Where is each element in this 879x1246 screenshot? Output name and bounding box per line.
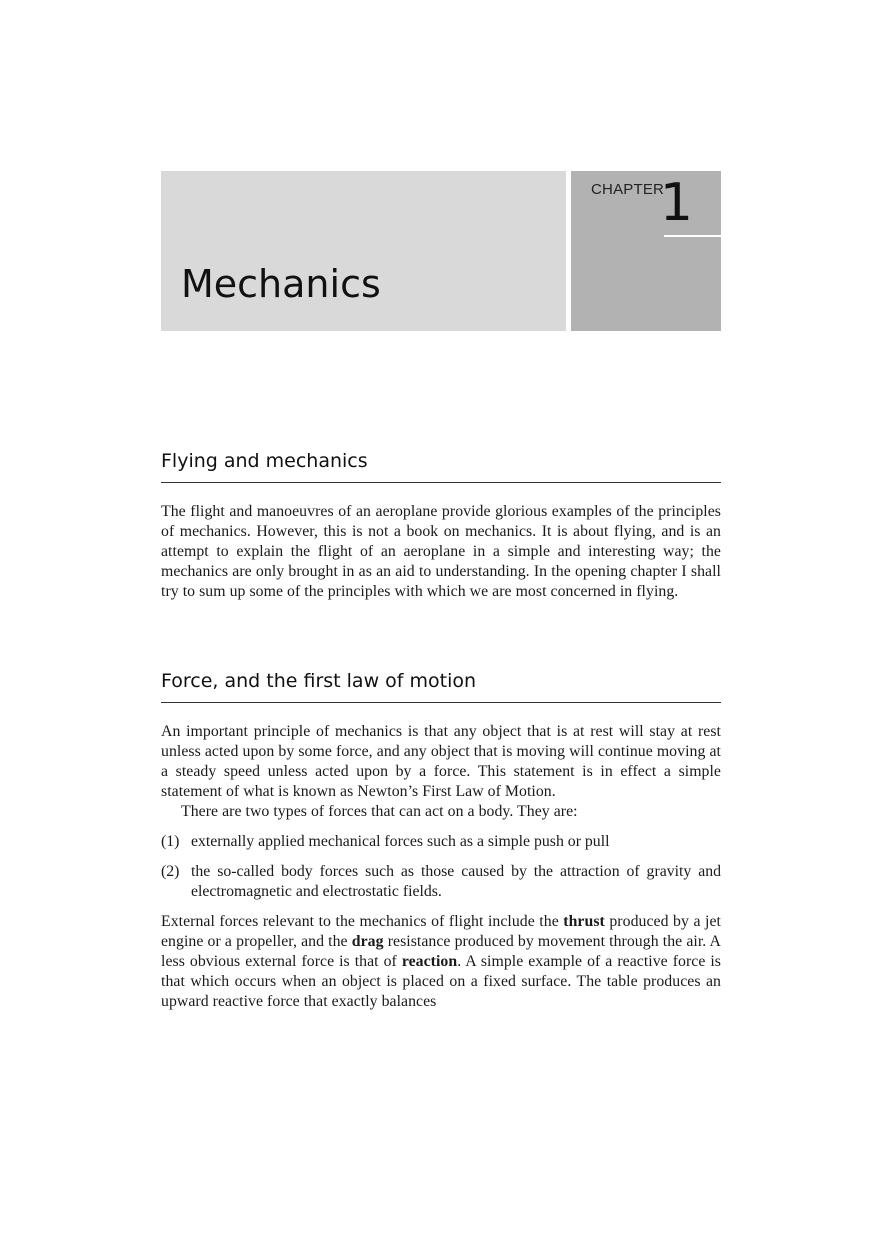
section-force-first-law: [161, 668, 721, 1012]
section-heading: Force, and the first law of motion: [161, 668, 721, 703]
chapter-title-banner: [161, 171, 566, 331]
body-paragraph: There are two types of forces that can act on a body. They are:: [181, 803, 578, 820]
term-drag: drag: [351, 933, 384, 950]
forces-list: [161, 832, 721, 902]
text-run: External forces relevant to the mechanics of flight include the: [161, 913, 564, 930]
chapter-label: CHAPTER: [591, 181, 665, 198]
chapter-number: 1: [659, 173, 693, 233]
chapter-number-box: [571, 171, 721, 331]
chapter-title: Mechanics: [181, 262, 381, 306]
list-text: externally applied mechanical forces such as a simple push or pull: [191, 833, 610, 850]
term-thrust: thrust: [563, 913, 605, 930]
body-paragraph: [161, 912, 721, 1012]
chapter-number-rule: [664, 235, 721, 237]
body-paragraph: An important principle of mechanics is that any object that is at rest will stay at rest unless acted upon by some force, and any object that is moving will continue moving at a steady speed unless acted upon by a force. This statement is in effect a simple statement of what is known as Newton’s First Law of Motion.: [161, 723, 721, 800]
list-number: (1): [161, 833, 180, 850]
list-text: the so-called body forces such as those caused by the attraction of gravity and electromagnetic and electrostatic fields.: [191, 863, 721, 900]
text-run: resistance produced by movement through the air. A less obvious external force is that of: [161, 933, 722, 970]
term-reaction: reaction: [401, 953, 458, 970]
section-heading: Flying and mechanics: [161, 448, 721, 483]
text-run: . A simple example of a reactive force is that which occurs when an object is placed on a fixed surface. The table produces an upward reactive force that exactly balances: [161, 953, 721, 1010]
body-paragraph: The flight and manoeuvres of an aeroplane provide glorious examples of the principles of mechanics. However, this is not a book on mechanics. It is about flying, and is an attempt to explain the flight of an aeroplane in a simple and interesting way; the mechanics are only brought in as an aid to understanding. In the opening chapter I shall try to sum up some of the principles with which we are most concerned in flying.: [161, 503, 721, 600]
text-run: produced by a jet engine or a propeller, and the: [161, 913, 721, 950]
list-number: (2): [161, 863, 180, 880]
list-item: [161, 832, 721, 852]
section-flying-and-mechanics: [161, 448, 721, 602]
list-item: [161, 862, 721, 902]
